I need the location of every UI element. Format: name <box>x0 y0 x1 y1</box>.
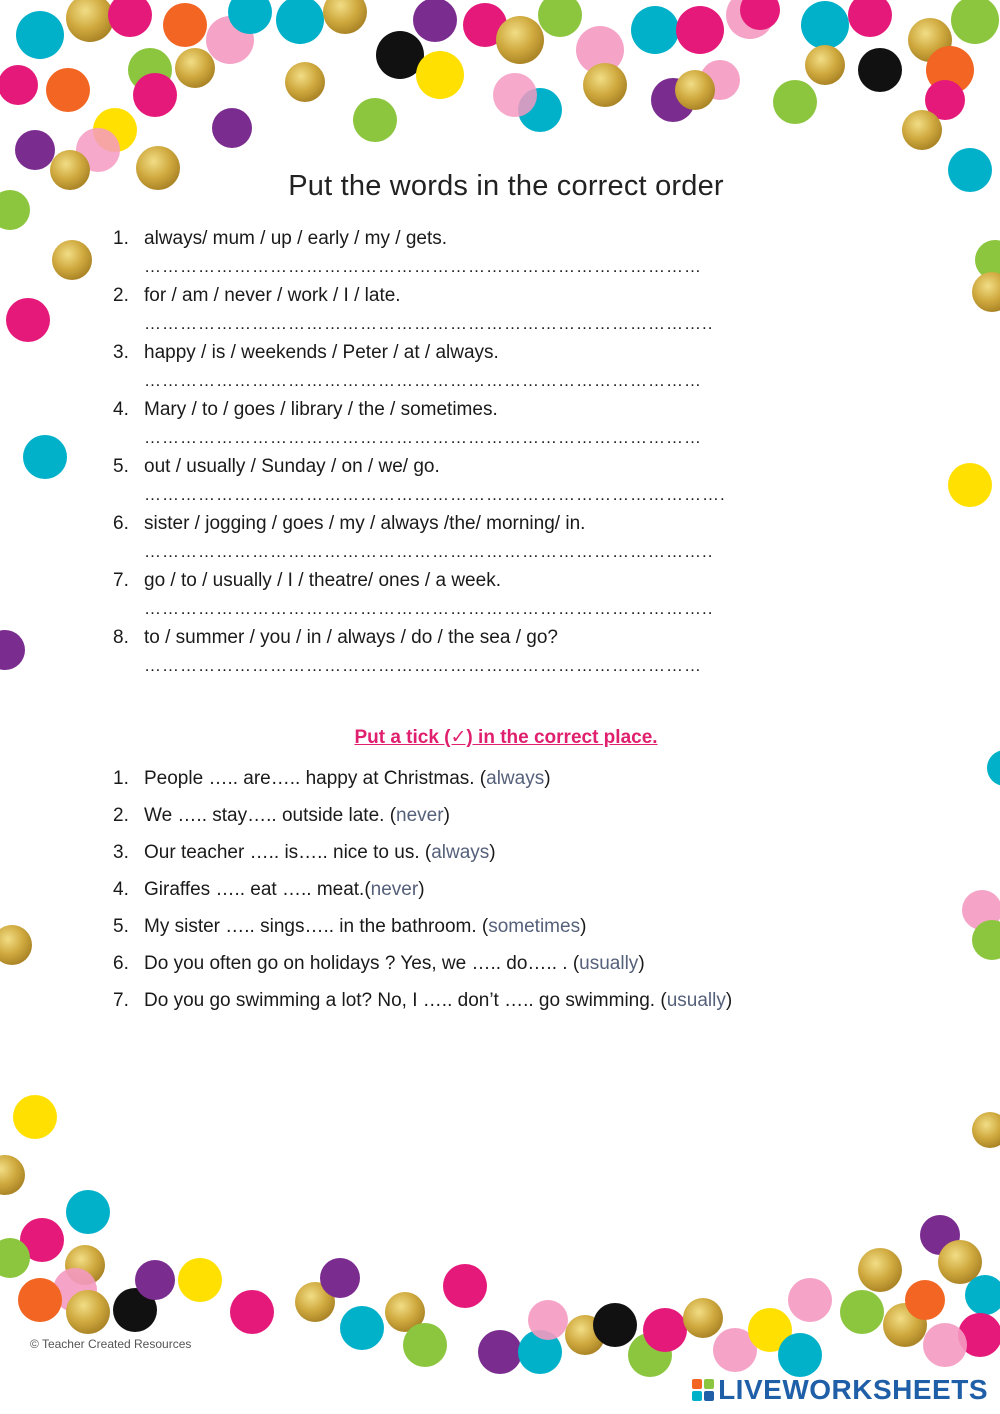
paren-close: ) <box>725 990 733 1011</box>
item-number: 3. <box>113 342 129 363</box>
adverb-hint: never <box>370 879 419 900</box>
tick-sentence[interactable]: We ….. stay….. outside late. ( <box>144 805 397 826</box>
item-words: always/ mum / up / early / my / gets. <box>144 228 448 249</box>
tick-sentence[interactable]: Giraffes ….. eat ….. meat.( <box>144 879 371 900</box>
adverb-hint: always <box>431 842 490 863</box>
item-number: 2. <box>113 805 129 826</box>
tick-item-7 <box>113 990 732 1012</box>
order-item-3 <box>113 342 499 364</box>
item-number: 7. <box>113 570 129 591</box>
item-words: out / usually / Sunday / on / we/ go. <box>144 456 440 477</box>
paren-close: ) <box>638 953 645 974</box>
tick-sentence[interactable]: Do you often go on holidays ? Yes, we ….. do….. . ( <box>144 953 580 974</box>
item-number: 5. <box>113 456 129 477</box>
paren-close: ) <box>443 805 450 826</box>
item-number: 4. <box>113 399 129 420</box>
item-words: happy / is / weekends / Peter / at / always. <box>144 342 499 363</box>
tick-sentence[interactable]: My sister ….. sings….. in the bathroom. ( <box>144 916 489 937</box>
worksheet-title: Put the words in the correct order <box>288 170 724 202</box>
tick-item-1 <box>113 768 551 790</box>
adverb-hint: sometimes <box>488 916 581 937</box>
tick-item-2 <box>113 805 450 827</box>
adverb-hint: always <box>486 768 545 789</box>
tick-sentence[interactable]: Do you go swimming a lot? No, I ….. don’t ….. go swimming. ( <box>144 990 667 1011</box>
item-words: to / summer / you / in / always / do / the sea / go? <box>144 627 558 648</box>
tick-item-5 <box>113 916 586 938</box>
adverb-hint: never <box>396 805 444 826</box>
order-item-7 <box>113 570 501 592</box>
tick-sentence[interactable]: Our teacher ….. is….. nice to us. ( <box>144 842 432 863</box>
item-words: sister / jogging / goes / my / always /the/ morning/ in. <box>144 513 586 534</box>
paren-close: ) <box>489 842 496 863</box>
answer-line-6[interactable]: ………………………………………………………………………………….. <box>144 542 714 561</box>
order-item-6 <box>113 513 585 535</box>
item-number: 4. <box>113 879 129 900</box>
section-heading-tick: Put a tick (✓) in the correct place. <box>354 727 658 748</box>
answer-line-1[interactable]: ………………………………………………………………………………… <box>144 257 702 276</box>
order-item-8 <box>113 627 558 649</box>
order-item-4 <box>113 399 498 421</box>
adverb-hint: usually <box>579 953 639 974</box>
order-item-1 <box>113 228 447 250</box>
answer-line-3[interactable]: ………………………………………………………………………………… <box>144 371 702 390</box>
item-number: 5. <box>113 916 129 937</box>
item-words: for / am / never / work / I / late. <box>144 285 401 306</box>
item-number: 3. <box>113 842 129 863</box>
answer-line-2[interactable]: ………………………………………………………………………………….. <box>144 314 714 333</box>
item-words: Mary / to / goes / library / the / sometimes. <box>144 399 498 420</box>
tick-item-6 <box>113 953 645 975</box>
tick-item-3 <box>113 842 496 864</box>
brand-name: LIVEWORKSHEETS <box>718 1374 988 1405</box>
item-number: 1. <box>113 768 129 789</box>
paren-close: ) <box>418 879 425 900</box>
copyright-text: © Teacher Created Resources <box>30 1337 192 1351</box>
answer-line-8[interactable]: ………………………………………………………………………………… <box>144 656 702 675</box>
item-number: 2. <box>113 285 129 306</box>
item-number: 1. <box>113 228 129 249</box>
paren-close: ) <box>580 916 587 937</box>
answer-line-7[interactable]: ………………………………………………………………………………….. <box>144 599 714 618</box>
answer-line-5[interactable]: ……………………………………………………………………………………. <box>144 485 726 504</box>
item-number: 6. <box>113 513 129 534</box>
item-number: 8. <box>113 627 129 648</box>
liveworksheets-brand[interactable] <box>692 1374 988 1406</box>
tick-item-4 <box>113 879 425 901</box>
adverb-hint: usually <box>666 990 726 1011</box>
paren-close: ) <box>544 768 551 789</box>
item-number: 7. <box>113 990 129 1011</box>
order-item-2 <box>113 285 401 307</box>
item-number: 6. <box>113 953 129 974</box>
tick-sentence[interactable]: People ….. are….. happy at Christmas. ( <box>144 768 487 789</box>
item-words: go / to / usually / I / theatre/ ones / a week. <box>144 570 501 591</box>
liveworksheets-logo-icon <box>692 1379 714 1401</box>
order-item-5 <box>113 456 440 478</box>
answer-line-4[interactable]: ………………………………………………………………………………… <box>144 428 702 447</box>
